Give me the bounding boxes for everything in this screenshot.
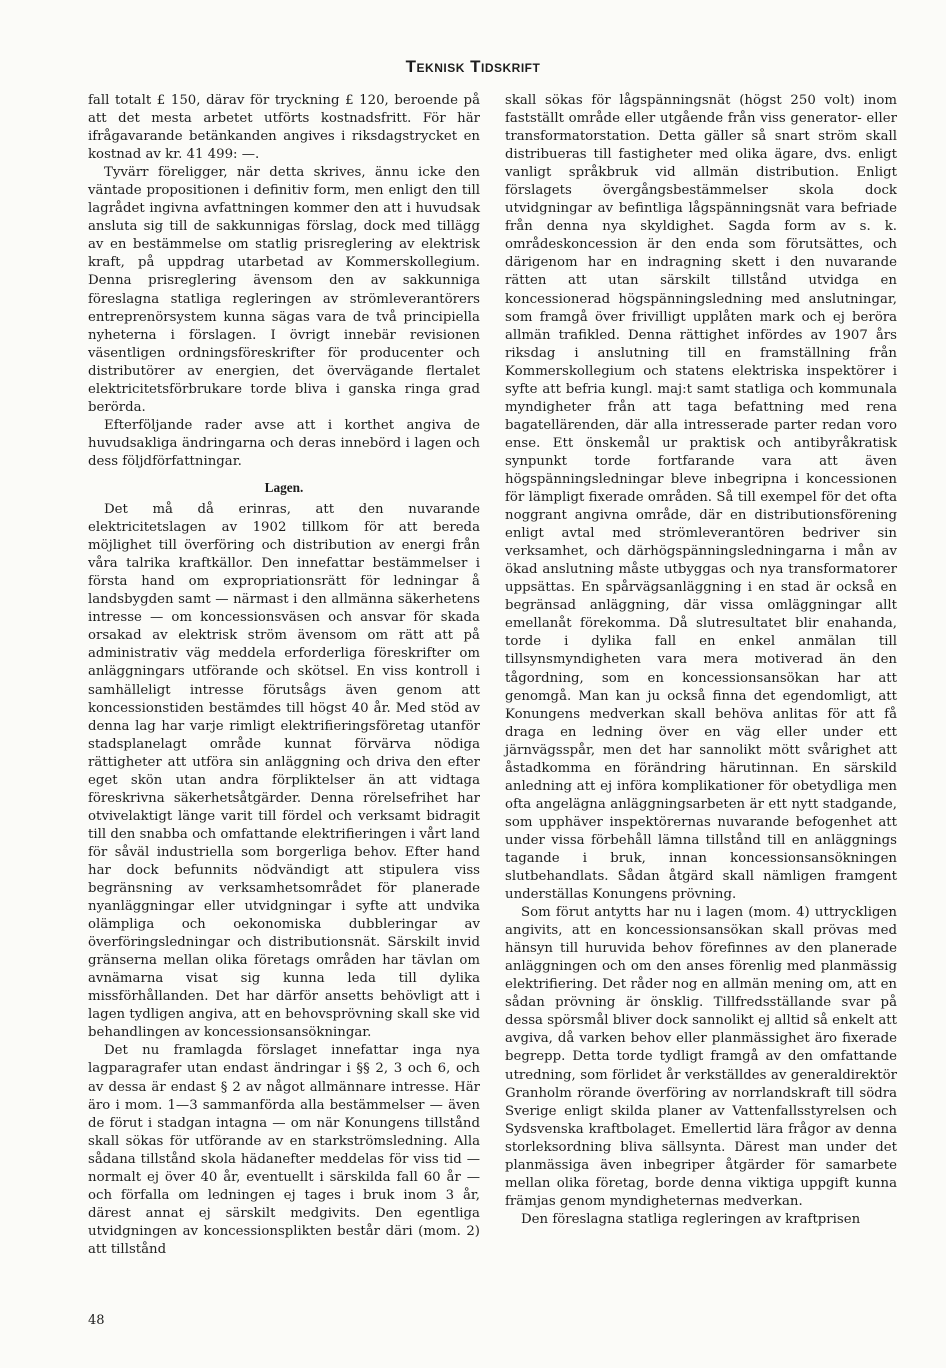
right-column — [505, 92, 897, 1229]
paragraph: Tyvärr föreligger, när detta skrives, ännu icke den väntade propositionen i definitiv form, men enligt den till lagrådet ingivna avfattningen kommer den att i huvudsak ansluta sig till de sakkunnigas förslag, dock med tillägg av en bestämmelse om statlig prisreglering av elektrisk kraft, på uppdrag utarbetad av Kommerskollegium. Denna prisreglering ävensom den av sakkunniga föreslagna statliga regleringen av strömleverantörers entreprenörsystem kunna sägas vara de två principiella nyheterna i förslagen. I övrigt innebär revisionen väsentligen ordningsföreskrifter för producenter och distributörer av energien, det övervägande flertalet elektricitetsförbrukare torde bliva i ganska ringa grad berörda. — [88, 165, 480, 415]
section-heading: Lagen. — [264, 479, 304, 495]
paragraph: skall sökas för lågspänningsnät (högst 250 volt) inom fastställt område eller utgående från viss generator- eller transformatorstation. Detta gäller så snart ström skall distribueras till fastigheter med olika ägare, dvs. enligt vanligt språkbruk vid allmän distribution. Enligt förslagets övergångsbestämmelser skola dock utvidgningar av befintliga lågspänningsnät vara befriade från denna nya skyldighet. Sagda form av s. k. områdeskoncession är den enda som förutsättes, och därigenom har en indragning skett i den nuvarande rätten att utan särskilt tillstånd utvidga en koncessionerad högspänningsledning med anslutningar, som framgå över frivilligt upplåten mark och ej beröra allmän trafikled. Denna rättighet infördes av 1907 års riksdag i anslutning till en framställning från Kommerskollegium och statens elektriska inspektörer i syfte att befria kungl. maj:t samt statliga och kommunala myndigheter från att taga befattning med rena bagatellärenden, där alla intresserade parter redan voro ense. Ett önskemål ur praktisk och antibyråkratisk synpunkt torde fortfarande vara att även högspänningsledningar bleve inbegripna i koncessionen för lämpligt fixerade områden. Så till exempel för det ofta noggrant angivna område, där en distributionsförening enligt avtal med strömleverantören bedriver sin verksamhet, och därhögspänningsledningarna i mån av ökad anslutning måste utbyggas och nya transformatorer uppsättas. En spårvägsanläggning i en stad är också en begränsad anläggning, där vissa omläggningar allt emellanåt förekomma. Då slutresultatet blir enahanda, torde i dylika fall en enkel anmälan till tillsynsmyndigheten vara mera motiverad än den tågordning, som en koncessionsansökan har att genomgå. Man kan ju också finna det egendomligt, att Konungens medverkan skall behöva anlitas för att få draga en ledning över en väg eller under ett järnvägsspår, men det har sannolikt mött svårighet att åstadkomma en förändring härutinnan. En särskild anledning att ej införa komplikationer för obetydliga men ofta angelägna anläggningsarbeten är ett nytt stadgande, som upphäver inspektörernas nuvarande befogenhet att under vissa förbehåll lämna tillstånd till en anläggnings tagande i bruk, innan koncessionsansökningen slutbehandlats. Sådan åtgärd skall nämligen framgent underställas Konungens prövning. — [505, 93, 897, 903]
paragraph: fall totalt £ 150, därav för tryckning £ 120, beroende på att det mesta arbetet utförts kostnadsfritt. För här ifrågavarande betänkanden angives i riksdagstrycket en kostnad av kr. 41 499: —. — [88, 93, 480, 163]
page-number: 48 — [88, 1313, 105, 1328]
paragraph: Den föreslagna statliga regleringen av kraftprisen — [521, 1211, 861, 1227]
paragraph: Det nu framlagda förslaget innefattar inga nya lagparagrafer utan endast ändringar i §§ 2, 3 och 6, och av dessa är endast § 2 av något allmännare intresse. Här äro i mom. 1—3 sammanförda alla bestämmelser — även de förut i stadgan intagna — om när Konungens tillstånd skall sökas för utförande av en starkströmsledning. Alla sådana tillstånd skola hädanefter meddelas för viss tid — normalt ej över 40 år, eventuellt i särskilda fall 60 år — och förfalla om ledningen ej tages i bruk inom 3 år, därest annat ej särskilt medgivits. Den egentliga utvidgningen av koncessionsplikten består däri (mom. 2) att tillstånd — [88, 1043, 480, 1257]
running-header: Teknisk Tidskrift — [405, 57, 541, 76]
paragraph: Som förut antytts har nu i lagen (mom. 4) uttryckligen angivits, att en koncessionsansökan skall prövas med hänsyn till huruvida behov förefinnes av den planerade anläggningen och om den anses förenlig med planmässig elektrifiering. Det råder nog en allmän mening om, att en sådan prövning är önsklig. Tillfredsställande svar på dessa spörsmål bliver dock sannolikt ej alltid så enkelt att avgiva, då varken behov eller planmässighet äro fixerade begrepp. Detta torde tydligt framgå av den omfattande utredning, som förlidet år verkställdes av generaldirektör Granholm rörande överföring av norrlandskraft till södra Sverige enligt skilda planer av Vattenfallsstyrelsen och Sydsvenska kraftbolaget. Emellertid lära frågor av denna storleksordning bliva sällsynta. Därest man under det planmässiga även inbegriper åtgärder för samarbete mellan olika företag, borde denna viktiga uppgift kunna främjas genom myndigheternas medverkan. — [505, 905, 897, 1209]
paragraph: Det må då erinras, att den nuvarande elektricitetslagen av 1902 tillkom för att bereda möjlighet till överföring och distribution av energi från våra talrika kraftkällor. Den innefattar bestämmelser i första hand om expropriationsrätt för ledningar å landsbygden samt — närmast i den allmänna säkerhetens intresse — om koncessionsväsen och ansvar för skada orsakad av elektrisk ström ävensom om rätt att på administrativ väg meddela erforderliga föreskrifter om anläggningars utförande och skötsel. En viss kontroll i samhälleligt intresse förutsågs även genom att koncessionstiden bestämdes till högst 40 år. Med stöd av denna lag har varje rimligt elektrifieringsföretag utanför stadsplanelagt område kunnat förvärva nödiga rättigheter att utföra sin anläggning och driva den efter eget skön utan andra förpliktelser än att vidtaga föreskrivna säkerhetsåtgärder. Denna rörelsefrihet har otvivelaktigt länge varit till fördel och verksamt bidragit till den snabba och omfattande elektrifieringen i vårt land för såväl industriella som borgerliga behov. Efter hand har dock befunnits nödvändigt att stipulera viss begränsning av verksamhetsområdet för planerade nyanläggningar eller utvidgningar i syfte att undvika olämpliga och oekonomiska dubbleringar av överföringsledningar och distributionsnät. Särskilt invid gränserna mellan olika företags områden har tävlan om avnämarna visat sig kunna leda till dylika missförhållanden. Det har därför ansetts behövligt att i lagen tydligen angiva, att en behovsprövning skall ske vid behandlingen av koncessionsansökningar. — [88, 502, 480, 1041]
left-column — [88, 92, 480, 1259]
paragraph: Efterföljande rader avse att i korthet angiva de huvudsakliga ändringarna och deras innebörd i lagen och dess följdförfattningar. — [88, 417, 480, 469]
